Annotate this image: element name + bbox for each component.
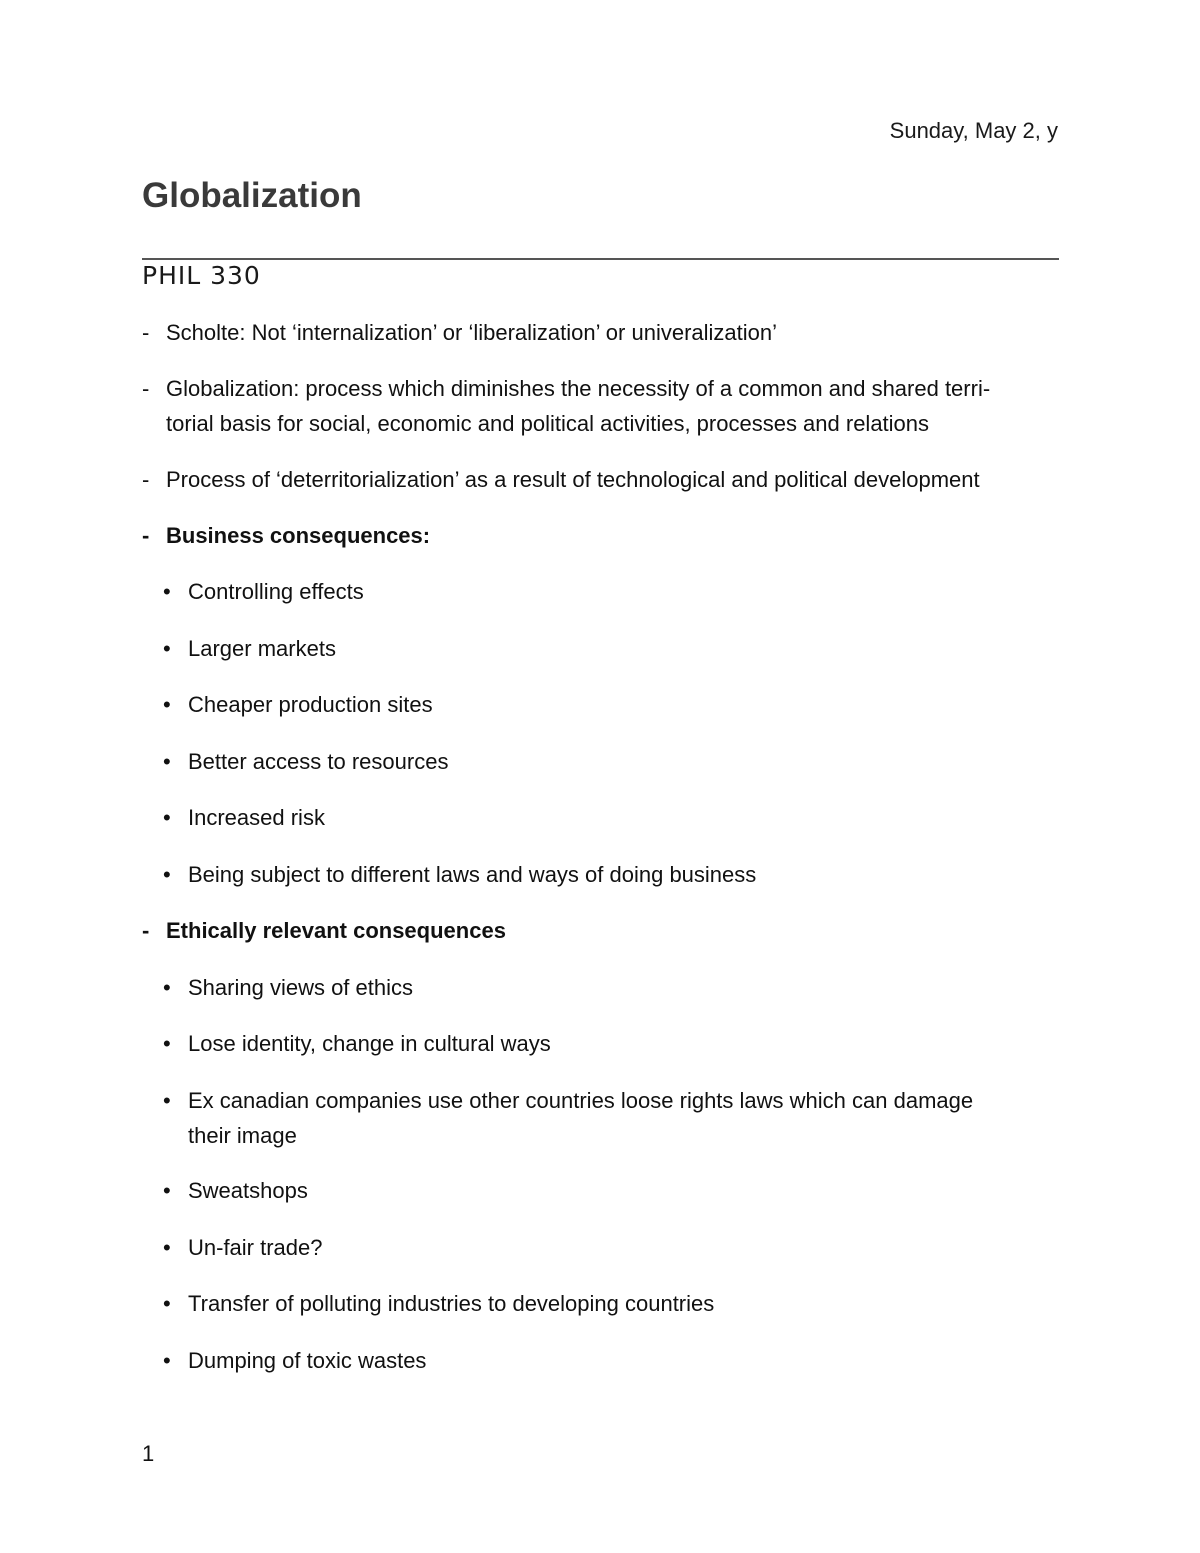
bullet-icon: •	[163, 692, 171, 717]
business-item: Controlling effects	[188, 579, 364, 604]
ethics-item: Sweatshops	[188, 1178, 308, 1203]
title-divider	[142, 258, 1059, 260]
ethical-consequences-heading: Ethically relevant consequences	[166, 918, 506, 943]
bullet-icon: •	[163, 975, 171, 1000]
bullet-icon: •	[163, 579, 171, 604]
business-item: Being subject to different laws and ways of doing business	[188, 862, 757, 887]
ethics-item: Lose identity, change in cultural ways	[188, 1031, 551, 1056]
bullet-icon: •	[163, 805, 171, 830]
bullet-icon: •	[163, 1291, 171, 1316]
bullet-icon: •	[163, 636, 171, 661]
ethics-item-line2: their image	[188, 1123, 297, 1148]
section-dash: -	[142, 918, 150, 943]
ethics-item: Un-fair trade?	[188, 1235, 323, 1260]
business-item: Increased risk	[188, 805, 325, 830]
note-dash: -	[142, 376, 150, 401]
course-code: PHIL 330	[142, 261, 261, 290]
date-header: Sunday, May 2, y	[889, 118, 1058, 143]
page-title: Globalization	[142, 176, 362, 215]
business-consequences-heading: Business consequences:	[166, 523, 431, 548]
ethics-item: Transfer of polluting industries to developing countries	[188, 1291, 715, 1316]
bullet-icon: •	[163, 749, 171, 774]
business-item: Larger markets	[188, 636, 336, 661]
note-scholte: Scholte: Not ‘internalization’ or ‘liberalization’ or univeralization’	[166, 320, 778, 345]
bullet-icon: •	[163, 1235, 171, 1260]
bullet-icon: •	[163, 1178, 171, 1203]
ethics-item: Sharing views of ethics	[188, 975, 413, 1000]
bullet-icon: •	[163, 1031, 171, 1056]
note-dash: -	[142, 320, 150, 345]
bullet-icon: •	[163, 1088, 171, 1113]
section-dash: -	[142, 523, 150, 548]
note-deterritorialization: Process of ‘deterritorialization’ as a result of technological and political development	[166, 467, 980, 492]
ethics-item-line1: Ex canadian companies use other countries loose rights laws which can damage	[188, 1088, 974, 1113]
bullet-icon: •	[163, 1348, 171, 1373]
ethics-item: Dumping of toxic wastes	[188, 1348, 427, 1373]
page-number: 1	[142, 1441, 155, 1466]
business-item: Cheaper production sites	[188, 692, 433, 717]
bullet-icon: •	[163, 862, 171, 887]
business-item: Better access to resources	[188, 749, 449, 774]
note-dash: -	[142, 467, 150, 492]
note-globalization-definition-line1: Globalization: process which diminishes the necessity of a common and shared terri-	[166, 376, 991, 401]
note-globalization-definition-line2: torial basis for social, economic and political activities, processes and relations	[166, 411, 930, 436]
